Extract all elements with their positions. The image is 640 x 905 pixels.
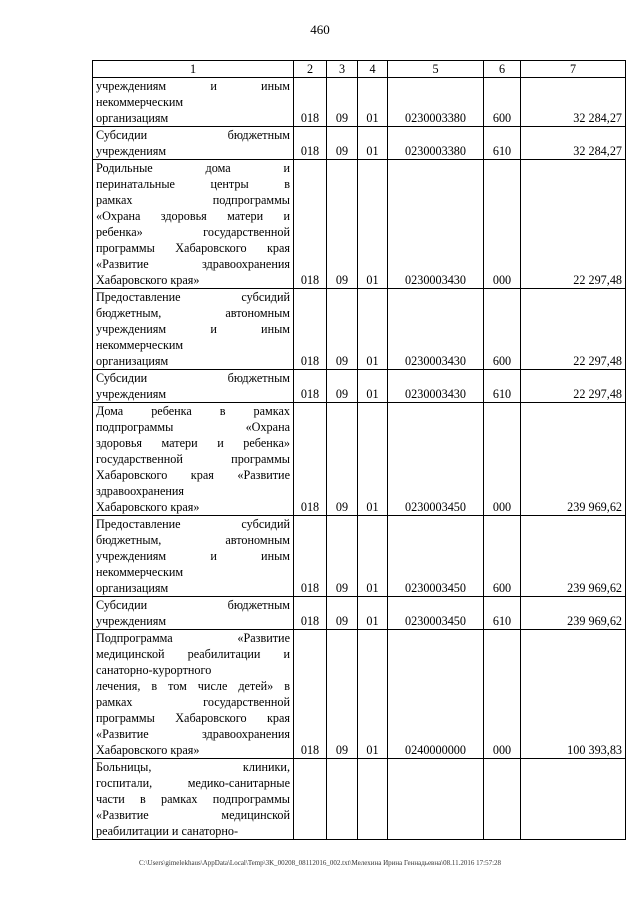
header-col-3: 3: [327, 61, 358, 78]
description-line: рамках государственной: [96, 695, 290, 709]
row-description: [93, 630, 294, 759]
description-line: Хабаровского края»: [96, 500, 200, 514]
target-article-cell: 0230003450: [388, 597, 484, 630]
table-row: [93, 370, 626, 403]
amount-cell: 22 297,48: [521, 160, 626, 289]
subsection-code-cell: 01: [358, 403, 388, 516]
row-description: [93, 403, 294, 516]
expense-type-cell: 610: [484, 597, 521, 630]
section-code-cell: [327, 759, 358, 840]
amount-cell: [521, 759, 626, 840]
amount-cell: 239 969,62: [521, 516, 626, 597]
description-line: некоммерческим: [96, 565, 184, 579]
amount-cell: 22 297,48: [521, 370, 626, 403]
description-line: учреждениям и иным: [96, 322, 290, 336]
section-code-cell: 09: [327, 289, 358, 370]
target-article-cell: 0230003430: [388, 289, 484, 370]
description-line: здоровья матери и ребенка»: [96, 436, 290, 450]
description-line: лечения, в том числе детей» в: [96, 679, 290, 693]
table-row: [93, 289, 626, 370]
target-article-cell: 0240000000: [388, 630, 484, 759]
description-line: части в рамках подпрограммы: [96, 792, 290, 806]
row-description: [93, 597, 294, 630]
description-line: ребенка» государственной: [96, 225, 290, 239]
description-line: «Развитие медицинской: [96, 808, 290, 822]
description-line: Хабаровского края»: [96, 743, 200, 757]
description-line: учреждениям: [96, 614, 167, 628]
table-row: [93, 630, 626, 759]
amount-cell: 239 969,62: [521, 597, 626, 630]
target-article-cell: 0230003450: [388, 403, 484, 516]
target-article-cell: 0230003380: [388, 127, 484, 160]
description-line: Больницы, клиники,: [96, 760, 290, 774]
table-row: [93, 127, 626, 160]
description-line: «Развитие здравоохранения: [96, 257, 290, 271]
header-col-4: 4: [358, 61, 388, 78]
description-line: некоммерческим: [96, 95, 184, 109]
section-code-cell: 09: [327, 78, 358, 127]
expense-type-cell: 600: [484, 289, 521, 370]
section-code-cell: 09: [327, 597, 358, 630]
description-line: Субсидии бюджетным: [96, 371, 290, 385]
section-code-cell: 09: [327, 516, 358, 597]
description-line: рамках подпрограммы: [96, 193, 290, 207]
ministry-code-cell: 018: [294, 78, 327, 127]
expense-type-cell: 600: [484, 78, 521, 127]
expense-type-cell: 000: [484, 403, 521, 516]
expense-type-cell: 610: [484, 370, 521, 403]
description-line: Хабаровского края «Развитие: [96, 468, 290, 482]
expense-type-cell: 000: [484, 630, 521, 759]
description-line: Хабаровского края»: [96, 273, 200, 287]
description-line: бюджетным, автономным: [96, 306, 290, 320]
description-line: медицинской реабилитации и: [96, 647, 290, 661]
description-line: учреждениям: [96, 387, 167, 401]
page-number: 460: [310, 22, 330, 37]
expense-type-cell: [484, 759, 521, 840]
row-description: [93, 78, 294, 127]
description-line: учреждениям и иным: [96, 79, 290, 93]
ministry-code-cell: 018: [294, 289, 327, 370]
description-line: учреждениям и иным: [96, 549, 290, 563]
subsection-code-cell: 01: [358, 127, 388, 160]
section-code-cell: 09: [327, 370, 358, 403]
row-description: [93, 127, 294, 160]
header-col-7: 7: [521, 61, 626, 78]
target-article-cell: 0230003430: [388, 370, 484, 403]
table-body: [93, 78, 626, 840]
header-col-6: 6: [484, 61, 521, 78]
row-description: [93, 759, 294, 840]
budget-table: [92, 60, 626, 840]
table-row: [93, 160, 626, 289]
table-row: [93, 78, 626, 127]
target-article-cell: [388, 759, 484, 840]
description-line: санаторно-курортного: [96, 663, 212, 677]
description-line: организациям: [96, 581, 169, 595]
section-code-cell: 09: [327, 403, 358, 516]
subsection-code-cell: 01: [358, 597, 388, 630]
row-description: [93, 370, 294, 403]
table-row: [93, 516, 626, 597]
target-article-cell: 0230003430: [388, 160, 484, 289]
amount-cell: 32 284,27: [521, 78, 626, 127]
ministry-code-cell: 018: [294, 127, 327, 160]
subsection-code-cell: 01: [358, 630, 388, 759]
subsection-code-cell: 01: [358, 370, 388, 403]
description-line: программы Хабаровского края: [96, 241, 290, 255]
description-line: реабилитации и санаторно-: [96, 824, 239, 838]
description-line: Родильные дома и: [96, 161, 290, 175]
table-row: [93, 403, 626, 516]
amount-cell: 22 297,48: [521, 289, 626, 370]
description-line: Предоставление субсидий: [96, 517, 290, 531]
file-path-footer: C:\Users\gimelekhaus\AppData\Local\Temp\3K_00208_08112016_002.txt\Мелехина Ирина Геннадьевна\08.11.2016 17:57:28: [138, 859, 502, 867]
description-line: перинатальные центры в: [96, 177, 290, 191]
ministry-code-cell: 018: [294, 597, 327, 630]
ministry-code-cell: 018: [294, 370, 327, 403]
section-code-cell: 09: [327, 127, 358, 160]
ministry-code-cell: 018: [294, 630, 327, 759]
description-line: организациям: [96, 111, 169, 125]
subsection-code-cell: [358, 759, 388, 840]
header-col-1: 1: [93, 61, 294, 78]
expense-type-cell: 610: [484, 127, 521, 160]
description-line: «Охрана здоровья матери и: [96, 209, 290, 223]
description-line: Субсидии бюджетным: [96, 128, 290, 142]
ministry-code-cell: [294, 759, 327, 840]
description-line: Субсидии бюджетным: [96, 598, 290, 612]
table-row: [93, 597, 626, 630]
header-col-2: 2: [294, 61, 327, 78]
row-description: [93, 160, 294, 289]
ministry-code-cell: 018: [294, 403, 327, 516]
subsection-code-cell: 01: [358, 289, 388, 370]
amount-cell: 239 969,62: [521, 403, 626, 516]
target-article-cell: 0230003380: [388, 78, 484, 127]
amount-cell: 100 393,83: [521, 630, 626, 759]
description-line: организациям: [96, 354, 169, 368]
table-row: [93, 759, 626, 840]
section-code-cell: 09: [327, 630, 358, 759]
description-line: Дома ребенка в рамках: [96, 404, 290, 418]
subsection-code-cell: 01: [358, 516, 388, 597]
row-description: [93, 516, 294, 597]
description-line: здравоохранения: [96, 484, 185, 498]
description-line: учреждениям: [96, 144, 167, 158]
expense-type-cell: 600: [484, 516, 521, 597]
target-article-cell: 0230003450: [388, 516, 484, 597]
amount-cell: 32 284,27: [521, 127, 626, 160]
description-line: подпрограммы «Охрана: [96, 420, 290, 434]
ministry-code-cell: 018: [294, 516, 327, 597]
description-line: Предоставление субсидий: [96, 290, 290, 304]
description-line: бюджетным, автономным: [96, 533, 290, 547]
description-line: госпитали, медико-санитарные: [96, 776, 290, 790]
description-line: программы Хабаровского края: [96, 711, 290, 725]
expense-type-cell: 000: [484, 160, 521, 289]
description-line: «Развитие здравоохранения: [96, 727, 290, 741]
description-line: Подпрограмма «Развитие: [96, 631, 290, 645]
row-description: [93, 289, 294, 370]
subsection-code-cell: 01: [358, 78, 388, 127]
description-line: государственной программы: [96, 452, 290, 466]
subsection-code-cell: 01: [358, 160, 388, 289]
description-line: некоммерческим: [96, 338, 184, 352]
ministry-code-cell: 018: [294, 160, 327, 289]
section-code-cell: 09: [327, 160, 358, 289]
header-row: [93, 61, 626, 78]
header-col-5: 5: [388, 61, 484, 78]
